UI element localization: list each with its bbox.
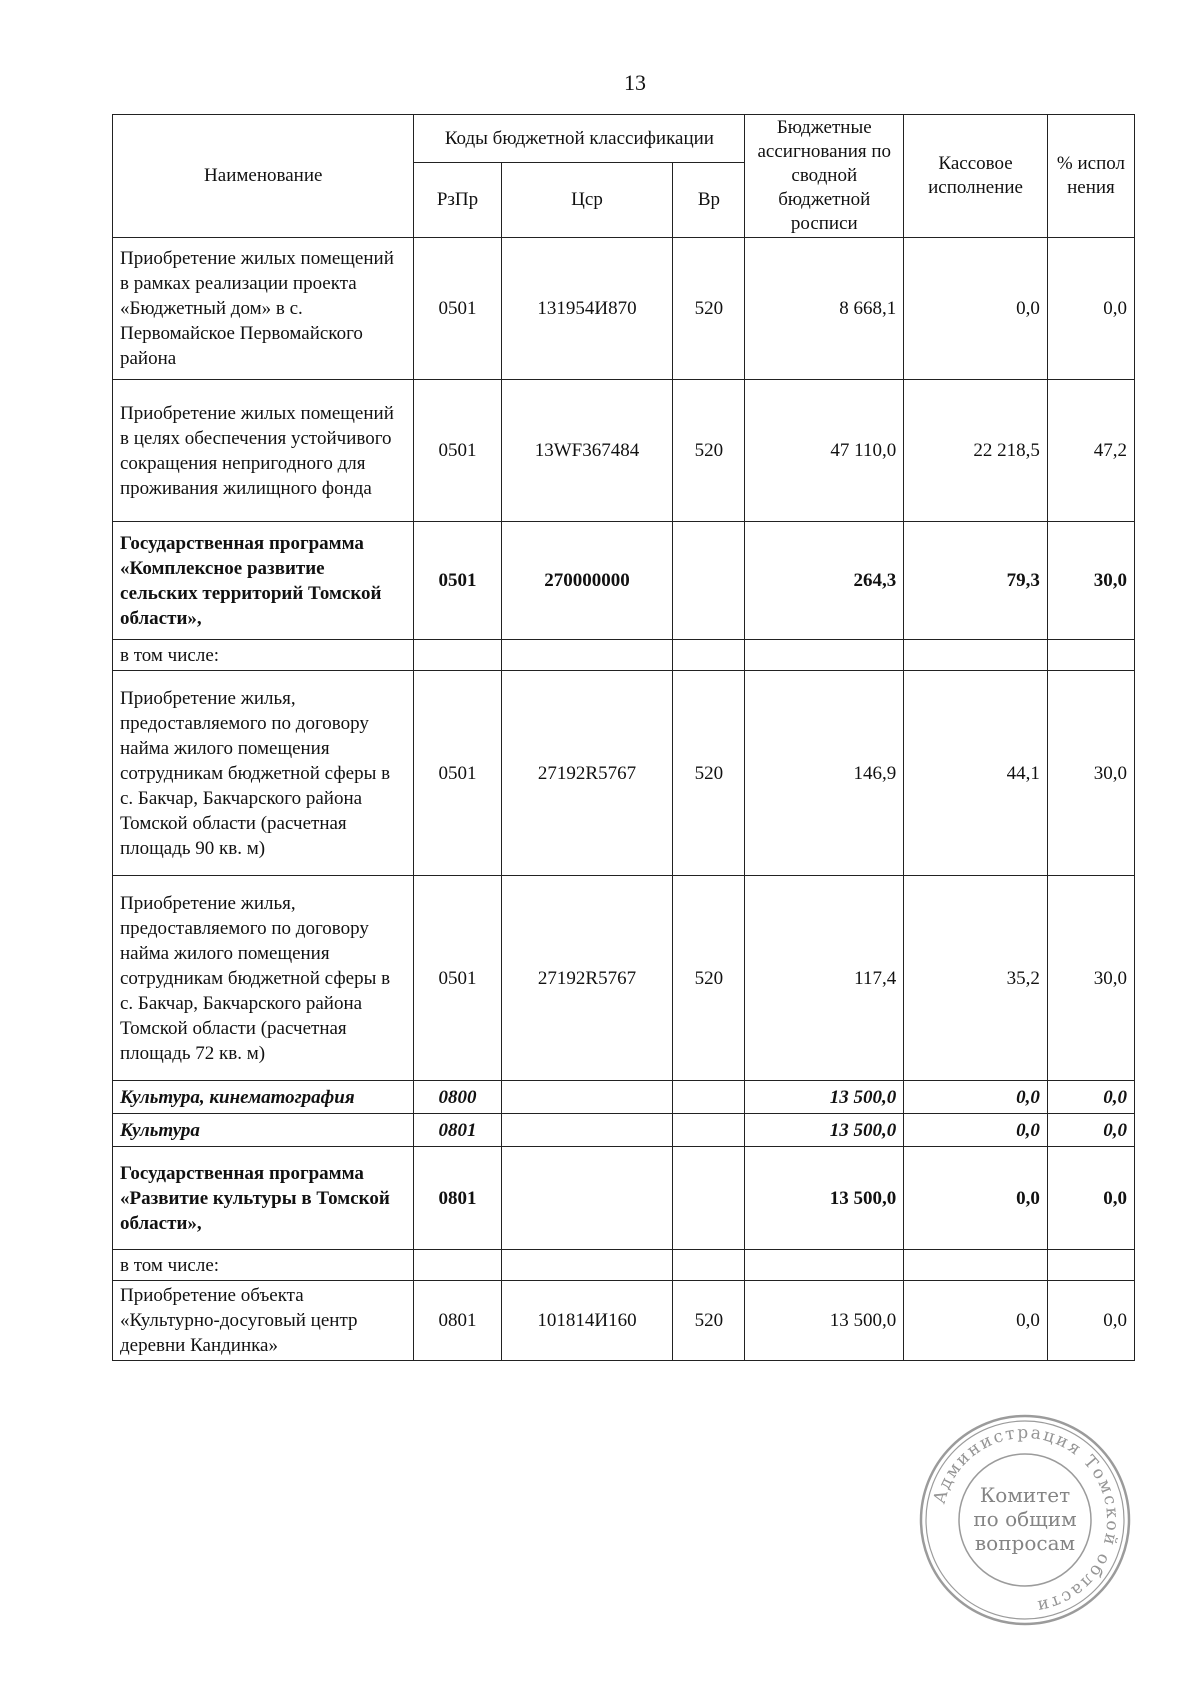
row-name: Культура: [113, 1114, 414, 1147]
row-vr: [673, 640, 745, 671]
row-cash: 0,0: [904, 1081, 1048, 1114]
table-row-subsection: [113, 1114, 1135, 1147]
table-row: [113, 640, 1135, 671]
row-allocation: 146,9: [745, 671, 904, 876]
row-name: Приобретение объекта «Культурно-досуговый центр деревни Кандинка»: [113, 1281, 414, 1361]
row-cash: 79,3: [904, 522, 1048, 640]
row-percent: 47,2: [1047, 380, 1134, 522]
row-rzpr: 0501: [414, 238, 501, 380]
row-rzpr: 0501: [414, 876, 501, 1081]
row-csr: 27192R5767: [501, 671, 673, 876]
row-csr: [501, 1081, 673, 1114]
row-cash: 0,0: [904, 1114, 1048, 1147]
row-vr: 520: [673, 876, 745, 1081]
table-row: [113, 671, 1135, 876]
row-allocation: 8 668,1: [745, 238, 904, 380]
table-row-section: [113, 1081, 1135, 1114]
table-row-program: [113, 1147, 1135, 1250]
header-rzpr: РзПр: [414, 163, 501, 238]
row-percent: 30,0: [1047, 876, 1134, 1081]
row-vr: [673, 1147, 745, 1250]
row-percent: 0,0: [1047, 1281, 1134, 1361]
row-cash: 35,2: [904, 876, 1048, 1081]
header-csr: Цср: [501, 163, 673, 238]
row-allocation: 13 500,0: [745, 1281, 904, 1361]
row-cash: 0,0: [904, 238, 1048, 380]
row-name: Государственная программа «Комплексное развитие сельских территорий Томской области»,: [113, 522, 414, 640]
row-cash: [904, 1250, 1048, 1281]
row-percent: 30,0: [1047, 671, 1134, 876]
row-rzpr: 0501: [414, 380, 501, 522]
table-row-program: [113, 522, 1135, 640]
row-allocation: 117,4: [745, 876, 904, 1081]
header-row: [113, 115, 1135, 163]
row-rzpr: 0801: [414, 1281, 501, 1361]
row-cash: 0,0: [904, 1281, 1048, 1361]
header-vr: Вр: [673, 163, 745, 238]
row-name: в том числе:: [113, 640, 414, 671]
stamp-center-line3: вопросам: [974, 1531, 1076, 1555]
row-rzpr: 0801: [414, 1114, 501, 1147]
row-csr: 27192R5767: [501, 876, 673, 1081]
row-csr: 270000000: [501, 522, 673, 640]
row-vr: 520: [673, 1281, 745, 1361]
row-vr: 520: [673, 380, 745, 522]
row-rzpr: [414, 1250, 501, 1281]
row-allocation: 47 110,0: [745, 380, 904, 522]
row-name: Приобретение жилья, предоставляемого по договору найма жилого помещения сотрудникам бюджетной сферы в с. Бакчар, Бакчарского района Томской области (расчетная площадь 90 кв. м): [113, 671, 414, 876]
row-csr: [501, 1114, 673, 1147]
header-name: Наименование: [113, 115, 414, 238]
row-allocation: [745, 1250, 904, 1281]
row-cash: 0,0: [904, 1147, 1048, 1250]
stamp-ring-text: Администрация Томской области: [929, 1422, 1123, 1617]
row-vr: 520: [673, 238, 745, 380]
table-row: [113, 238, 1135, 380]
table-row: [113, 1281, 1135, 1361]
row-cash: [904, 640, 1048, 671]
row-vr: 520: [673, 671, 745, 876]
row-percent: 0,0: [1047, 1081, 1134, 1114]
header-cash: Кассовое исполнение: [904, 115, 1048, 238]
row-rzpr: 0501: [414, 522, 501, 640]
stamp-center-line1: Комитет: [979, 1483, 1071, 1507]
budget-table: [112, 114, 1135, 1361]
row-name: Приобретение жилых помещений в рамках реализации проекта «Бюджетный дом» в с. Первомайское Первомайского района: [113, 238, 414, 380]
table-row: [113, 876, 1135, 1081]
row-csr: [501, 640, 673, 671]
row-allocation: 13 500,0: [745, 1114, 904, 1147]
row-percent: 30,0: [1047, 522, 1134, 640]
row-rzpr: 0800: [414, 1081, 501, 1114]
row-vr: [673, 1250, 745, 1281]
row-vr: [673, 1114, 745, 1147]
row-percent: 0,0: [1047, 1114, 1134, 1147]
table-row: [113, 1250, 1135, 1281]
row-vr: [673, 1081, 745, 1114]
row-percent: 0,0: [1047, 238, 1134, 380]
row-csr: [501, 1147, 673, 1250]
page-number: 13: [624, 70, 646, 95]
header-percent: % испол нения: [1047, 115, 1134, 238]
row-name: Государственная программа «Развитие культуры в Томской области»,: [113, 1147, 414, 1250]
row-csr: [501, 1250, 673, 1281]
row-percent: [1047, 640, 1134, 671]
row-allocation: [745, 640, 904, 671]
row-rzpr: 0801: [414, 1147, 501, 1250]
row-name: Приобретение жилья, предоставляемого по договору найма жилого помещения сотрудникам бюджетной сферы в с. Бакчар, Бакчарского района Томской области (расчетная площадь 72 кв. м): [113, 876, 414, 1081]
table-row: [113, 380, 1135, 522]
row-rzpr: 0501: [414, 671, 501, 876]
row-csr: 101814И160: [501, 1281, 673, 1361]
row-cash: 44,1: [904, 671, 1048, 876]
row-name: Культура, кинематография: [113, 1081, 414, 1114]
row-percent: [1047, 1250, 1134, 1281]
row-csr: 13WF367484: [501, 380, 673, 522]
header-allocations: Бюджетные ассигнования по сводной бюджетной росписи: [745, 115, 904, 238]
stamp-center-line2: по общим: [973, 1507, 1077, 1531]
row-allocation: 13 500,0: [745, 1081, 904, 1114]
official-stamp: [915, 1410, 1135, 1630]
header-codes-group: Коды бюджетной классификации: [414, 115, 745, 163]
row-percent: 0,0: [1047, 1147, 1134, 1250]
row-rzpr: [414, 640, 501, 671]
row-cash: 22 218,5: [904, 380, 1048, 522]
row-allocation: 264,3: [745, 522, 904, 640]
row-allocation: 13 500,0: [745, 1147, 904, 1250]
row-csr: 131954И870: [501, 238, 673, 380]
row-name: Приобретение жилых помещений в целях обеспечения устойчивого сокращения непригодного для проживания жилищного фонда: [113, 380, 414, 522]
row-name: в том числе:: [113, 1250, 414, 1281]
row-vr: [673, 522, 745, 640]
